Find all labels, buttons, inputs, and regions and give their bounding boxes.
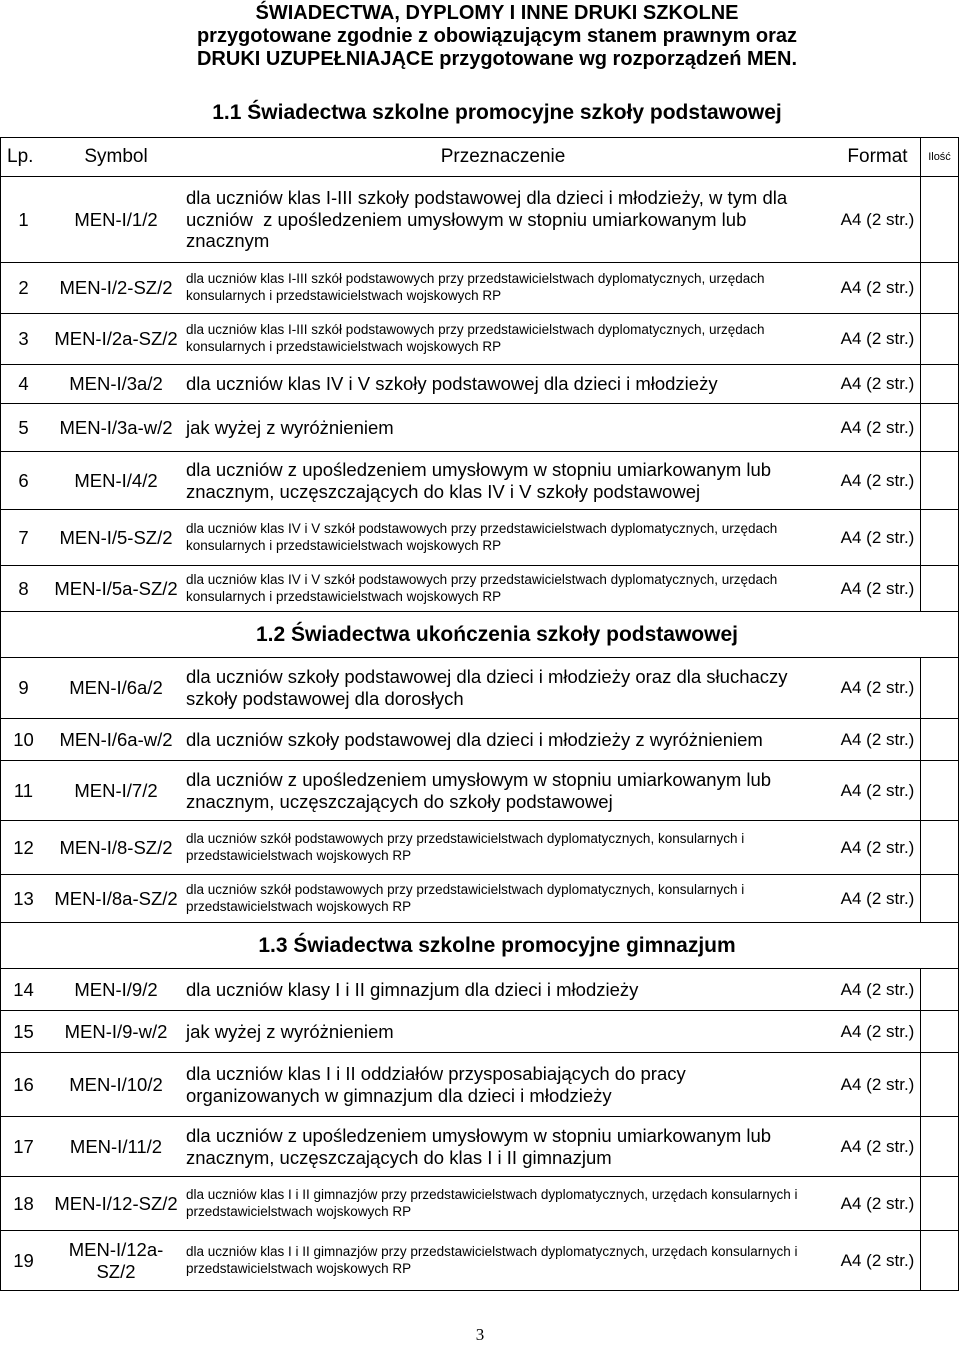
header-symbol: Symbol bbox=[84, 146, 148, 167]
table-header-row bbox=[0, 137, 959, 176]
section-heading-row bbox=[0, 611, 959, 657]
row-symbol: MEN-I/2a-SZ/2 bbox=[54, 328, 178, 349]
row-symbol: MEN-I/9/2 bbox=[74, 978, 158, 1000]
quantity-cell bbox=[920, 969, 958, 1010]
row-description: dla uczniów klas I-III szkół podstawowych przy przedstawicielstwach dyplomatycznych, urzędach konsularnych i przedstawicielstwach wojskowych RP bbox=[186, 322, 765, 354]
row-format: A4 (2 str.) bbox=[840, 374, 915, 393]
row-format: A4 (2 str.) bbox=[840, 1250, 915, 1270]
table-row bbox=[0, 565, 959, 611]
section-heading: 1.2 Świadectwa ukończenia szkoły podstawowej bbox=[256, 622, 738, 646]
row-number: 6 bbox=[18, 469, 29, 491]
row-symbol: MEN-I/5a-SZ/2 bbox=[54, 577, 178, 599]
row-symbol: MEN-I/11/2 bbox=[69, 1135, 163, 1157]
row-format: A4 (2 str.) bbox=[840, 470, 915, 490]
row-number: 17 bbox=[13, 1135, 34, 1157]
section-heading-row bbox=[0, 922, 959, 968]
row-description: dla uczniów klasy I i II gimnazjum dla dzieci i młodzieży bbox=[186, 978, 639, 1000]
row-description: dla uczniów z upośledzeniem umysłowym w stopniu umiarkowanym lub znacznym, uczęszczających do klas I i II gimnazjum bbox=[186, 1124, 772, 1168]
row-description: dla uczniów klas I i II oddziałów przysposabiających do pracy organizowanych w gimnazjum dla dzieci i młodzieży bbox=[186, 1062, 686, 1106]
row-number: 8 bbox=[18, 577, 29, 599]
row-number: 9 bbox=[18, 677, 29, 698]
section-heading: 1.1 Świadectwa szkolne promocyjne szkoły podstawowej bbox=[212, 101, 782, 124]
row-format: A4 (2 str.) bbox=[840, 1074, 915, 1094]
row-number: 11 bbox=[13, 779, 34, 801]
table-row bbox=[0, 364, 959, 403]
row-number: 13 bbox=[13, 887, 34, 909]
row-symbol: MEN-I/5-SZ/2 bbox=[59, 526, 173, 548]
row-format: A4 (2 str.) bbox=[840, 1021, 915, 1041]
row-format: A4 (2 str.) bbox=[840, 527, 915, 547]
table-row bbox=[0, 1052, 959, 1116]
title-line: DRUKI UZUPEŁNIAJĄCE przygotowane wg rozporządzeń MEN. bbox=[196, 48, 798, 70]
row-symbol: MEN-I/12a- SZ/2 bbox=[68, 1238, 164, 1282]
quantity-cell bbox=[920, 510, 958, 565]
row-description: dla uczniów klas IV i V szkoły podstawowej dla dzieci i młodzieży bbox=[186, 373, 718, 395]
table-row bbox=[0, 874, 959, 922]
header-format: Format bbox=[847, 146, 908, 167]
row-number: 15 bbox=[13, 1020, 34, 1042]
quantity-cell bbox=[920, 404, 958, 451]
quantity-cell bbox=[920, 263, 958, 313]
table-row bbox=[0, 968, 959, 1010]
row-symbol: MEN-I/9-w/2 bbox=[64, 1020, 168, 1042]
row-number: 16 bbox=[13, 1073, 34, 1095]
row-format: A4 (2 str.) bbox=[840, 979, 915, 999]
table-row bbox=[0, 657, 959, 718]
quantity-cell bbox=[920, 365, 958, 403]
quantity-cell bbox=[920, 566, 958, 611]
row-symbol: MEN-I/7/2 bbox=[74, 779, 158, 801]
row-symbol: MEN-I/10/2 bbox=[69, 1073, 163, 1095]
table-row bbox=[0, 509, 959, 565]
row-format: A4 (2 str.) bbox=[840, 780, 915, 800]
table-row bbox=[0, 1176, 959, 1230]
document-title bbox=[34, 2, 960, 71]
table-row bbox=[0, 1010, 959, 1052]
row-number: 7 bbox=[18, 526, 29, 548]
quantity-cell bbox=[920, 1231, 958, 1290]
quantity-cell bbox=[920, 1177, 958, 1230]
page-number: 3 bbox=[475, 1325, 485, 1344]
title-line: przygotowane zgodnie z obowiązującym stanem prawnym oraz bbox=[196, 25, 798, 47]
row-format: A4 (2 str.) bbox=[840, 888, 915, 908]
quantity-cell bbox=[920, 1117, 958, 1176]
row-symbol: MEN-I/2-SZ/2 bbox=[59, 277, 173, 298]
row-description: dla uczniów klas I-III szkół podstawowych przy przedstawicielstwach dyplomatycznych, urzędach konsularnych i przedstawicielstwach wojskowych RP bbox=[186, 271, 765, 303]
row-number: 12 bbox=[13, 836, 34, 858]
header-lp: Lp. bbox=[7, 146, 34, 167]
header-purpose: Przeznaczenie bbox=[440, 146, 566, 168]
row-number: 18 bbox=[13, 1192, 34, 1214]
table-row bbox=[0, 403, 959, 451]
quantity-cell bbox=[920, 761, 958, 820]
quantity-cell bbox=[920, 177, 958, 262]
quantity-cell bbox=[920, 821, 958, 874]
row-format: A4 (2 str.) bbox=[840, 837, 915, 857]
table-row bbox=[0, 313, 959, 364]
row-number: 14 bbox=[13, 978, 34, 1000]
quantity-cell bbox=[920, 314, 958, 364]
row-description: dla uczniów szkoły podstawowej dla dzieci i młodzieży z wyróżnieniem bbox=[186, 728, 763, 750]
table-row bbox=[0, 718, 959, 760]
table-row bbox=[0, 176, 959, 262]
quantity-cell bbox=[920, 1011, 958, 1052]
row-description: dla uczniów klas I i II gimnazjów przy przedstawicielstwach dyplomatycznych, urzędach konsularnych i przedstawicielstwach wojskowych RP bbox=[186, 1243, 798, 1276]
quantity-cell bbox=[920, 719, 958, 760]
table-row bbox=[0, 451, 959, 509]
row-symbol: MEN-I/1/2 bbox=[74, 208, 158, 230]
row-symbol: MEN-I/3a/2 bbox=[69, 373, 163, 394]
row-symbol: MEN-I/12-SZ/2 bbox=[54, 1192, 178, 1214]
row-description: dla uczniów klas I-III szkoły podstawowej dla dzieci i młodzieży, w tym dla uczniów z upośledzeniem umysłowym w stopniu umiarkowanym lub znacznym bbox=[186, 186, 788, 252]
table-row bbox=[0, 820, 959, 874]
row-format: A4 (2 str.) bbox=[840, 417, 915, 437]
quantity-cell bbox=[920, 658, 958, 718]
row-description: jak wyżej z wyróżnieniem bbox=[186, 1020, 394, 1042]
row-number: 19 bbox=[13, 1249, 34, 1271]
row-format: A4 (2 str.) bbox=[840, 209, 915, 229]
table-row bbox=[0, 262, 959, 313]
table-row bbox=[0, 1116, 959, 1176]
row-symbol: MEN-I/8a-SZ/2 bbox=[54, 887, 178, 909]
row-format: A4 (2 str.) bbox=[840, 678, 915, 697]
row-description: dla uczniów z upośledzeniem umysłowym w stopniu umiarkowanym lub znacznym, uczęszczających do szkoły podstawowej bbox=[186, 768, 772, 812]
row-number: 5 bbox=[18, 416, 29, 438]
row-symbol: MEN-I/6a/2 bbox=[69, 677, 163, 698]
row-symbol: MEN-I/3a-w/2 bbox=[59, 416, 173, 438]
quantity-cell bbox=[920, 1053, 958, 1116]
section-heading: 1.3 Świadectwa szkolne promocyjne gimnazjum bbox=[258, 933, 736, 957]
header-quantity: Ilość bbox=[920, 138, 958, 176]
row-format: A4 (2 str.) bbox=[840, 1193, 915, 1213]
row-format: A4 (2 str.) bbox=[840, 278, 915, 297]
row-description: dla uczniów klas I i II gimnazjów przy przedstawicielstwach dyplomatycznych, urzędach konsularnych i przedstawicielstwach wojskowych RP bbox=[186, 1186, 798, 1219]
row-symbol: MEN-I/6a-w/2 bbox=[59, 728, 173, 750]
row-format: A4 (2 str.) bbox=[840, 1136, 915, 1156]
title-line: ŚWIADECTWA, DYPLOMY I INNE DRUKI SZKOLNE bbox=[255, 2, 739, 24]
row-description: dla uczniów z upośledzeniem umysłowym w stopniu umiarkowanym lub znacznym, uczęszczających do klas IV i V szkoły podstawowej bbox=[186, 458, 772, 502]
row-description: dla uczniów szkoły podstawowej dla dzieci i młodzieży oraz dla słuchaczy szkoły podstawowej dla dorosłych bbox=[186, 666, 788, 709]
row-number: 4 bbox=[18, 373, 29, 394]
table-row bbox=[0, 760, 959, 820]
row-format: A4 (2 str.) bbox=[840, 329, 915, 348]
row-format: A4 (2 str.) bbox=[840, 578, 915, 598]
row-symbol: MEN-I/4/2 bbox=[74, 469, 158, 491]
row-description: dla uczniów szkół podstawowych przy przedstawicielstwach dyplomatycznych, konsularnych i przedstawicielstwach wojskowych RP bbox=[186, 830, 745, 863]
row-description: dla uczniów klas IV i V szkół podstawowych przy przedstawicielstwach dyplomatycznych, urzędach konsularnych i przedstawicielstwach wojskowych RP bbox=[186, 571, 778, 604]
quantity-cell bbox=[920, 452, 958, 509]
row-description: dla uczniów klas IV i V szkół podstawowych przy przedstawicielstwach dyplomatycznych, urzędach konsularnych i przedstawicielstwach wojskowych RP bbox=[186, 520, 778, 553]
row-number: 3 bbox=[18, 328, 29, 349]
quantity-cell bbox=[920, 875, 958, 922]
row-number: 10 bbox=[13, 728, 34, 750]
table-row bbox=[0, 1230, 959, 1291]
row-description: jak wyżej z wyróżnieniem bbox=[186, 416, 394, 438]
row-description: dla uczniów szkół podstawowych przy przedstawicielstwach dyplomatycznych, konsularnych i przedstawicielstwach wojskowych RP bbox=[186, 881, 745, 914]
row-number: 1 bbox=[18, 208, 29, 230]
row-format: A4 (2 str.) bbox=[840, 729, 915, 749]
row-number: 2 bbox=[18, 277, 29, 298]
row-symbol: MEN-I/8-SZ/2 bbox=[59, 836, 173, 858]
